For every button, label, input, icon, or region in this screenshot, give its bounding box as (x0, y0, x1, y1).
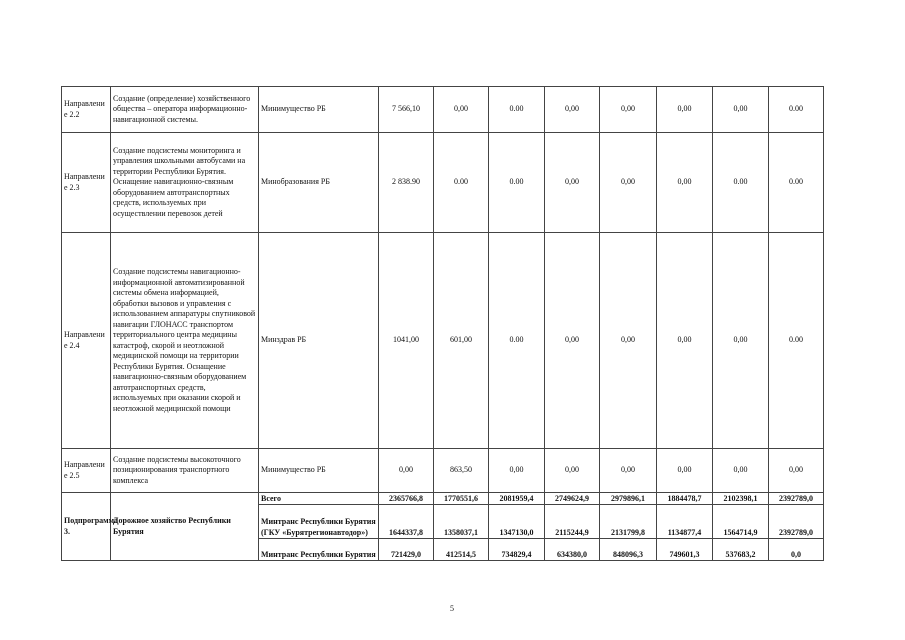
value-cell: 1770551,6 (434, 493, 489, 505)
value-cell: 0,00 (600, 233, 657, 449)
direction-cell: Направление 2.5 (62, 449, 111, 493)
value-cell: 2081959,4 (489, 493, 545, 505)
value-cell: 7 566,10 (379, 87, 434, 133)
value-cell: 2979896,1 (600, 493, 657, 505)
value-cell: 863,50 (434, 449, 489, 493)
value-cell: 412514,5 (434, 539, 489, 561)
value-cell: 734829,4 (489, 539, 545, 561)
value-cell: 1041,00 (379, 233, 434, 449)
value-cell: 0,00 (545, 133, 600, 233)
activity-name-cell: Создание подсистемы высокоточного позиционирования транспортного комплекса (111, 449, 259, 493)
value-cell: 0,00 (713, 87, 769, 133)
value-cell: 0,00 (600, 133, 657, 233)
executor-cell: Минздрав РБ (259, 233, 379, 449)
value-cell: 2131799,8 (600, 505, 657, 539)
value-cell: 601,00 (434, 233, 489, 449)
value-cell: 1347130,0 (489, 505, 545, 539)
budget-table (61, 86, 824, 561)
value-cell: 0.00 (489, 133, 545, 233)
value-cell: 0,00 (600, 449, 657, 493)
value-cell: 0,00 (657, 233, 713, 449)
executor-cell: Минимущество РБ (259, 87, 379, 133)
value-cell: 2749624,9 (545, 493, 600, 505)
page-number: 5 (450, 604, 454, 613)
activity-name-cell: Создание подсистемы навигационно-информационной автоматизированной системы обмена информацией, обработки вызовов и управления с использованием аппаратуры спутниковой навигации ГЛОНАСС транспортом территориального центра медицины катастроф, скорой и неотложной медицинской помощи на территории Республики Бурятия. Оснащение навигационно-связным оборудованием автотранспортных средств, используемых при оказании скорой и неотложной медицинской помощи (111, 233, 259, 449)
value-cell: 0.00 (434, 133, 489, 233)
subprogram-name-cell: Дорожное хозяйство Республики Бурятия (111, 493, 259, 561)
value-cell: 2 838.90 (379, 133, 434, 233)
value-cell: 0,00 (713, 233, 769, 449)
executor-cell: Минтранс Республики Бурятия (259, 539, 379, 561)
subprogram-label-cell: Подпрограмма 3. (62, 493, 111, 561)
value-cell: 2392789,0 (769, 493, 824, 505)
value-cell: 0,00 (713, 449, 769, 493)
value-cell: 0,00 (545, 87, 600, 133)
value-cell: 0.00 (489, 87, 545, 133)
value-cell: 0,00 (545, 233, 600, 449)
value-cell: 749601,3 (657, 539, 713, 561)
value-cell: 0.00 (769, 87, 824, 133)
value-cell: 0.00 (769, 233, 824, 449)
value-cell: 1564714,9 (713, 505, 769, 539)
value-cell: 0.00 (713, 133, 769, 233)
executor-cell: Минтранс Республики Бурятия (ГКУ «Бурятрегионавтодор») (259, 505, 379, 539)
table-row (62, 133, 824, 233)
value-cell: 2365766,8 (379, 493, 434, 505)
value-cell: 0,00 (545, 449, 600, 493)
value-cell: 0,00 (600, 87, 657, 133)
value-cell: 1134877,4 (657, 505, 713, 539)
value-cell: 1358037,1 (434, 505, 489, 539)
value-cell: 2102398,1 (713, 493, 769, 505)
value-cell: 2115244,9 (545, 505, 600, 539)
value-cell: 0,00 (657, 449, 713, 493)
activity-name-cell: Создание (определение) хозяйственного общества – оператора информационно-навигационной системы. (111, 87, 259, 133)
value-cell: 0,00 (434, 87, 489, 133)
direction-cell: Направление 2.3 (62, 133, 111, 233)
table-row (62, 233, 824, 449)
value-cell: 848096,3 (600, 539, 657, 561)
value-cell: 0,0 (769, 539, 824, 561)
value-cell: 537683,2 (713, 539, 769, 561)
value-cell: 0,00 (489, 449, 545, 493)
value-cell: 0.00 (769, 133, 824, 233)
value-cell: 0,00 (657, 133, 713, 233)
value-cell: 721429,0 (379, 539, 434, 561)
executor-cell: Минимущество РБ (259, 449, 379, 493)
executor-cell: Минобразования РБ (259, 133, 379, 233)
direction-cell: Направление 2.2 (62, 87, 111, 133)
table-row (62, 87, 824, 133)
value-cell: 1644337,8 (379, 505, 434, 539)
value-cell: 1884478,7 (657, 493, 713, 505)
value-cell: 2392789,0 (769, 505, 824, 539)
value-cell: 634380,0 (545, 539, 600, 561)
table-row (62, 449, 824, 493)
value-cell: 0.00 (489, 233, 545, 449)
subprogram-total-row (62, 493, 824, 505)
activity-name-cell: Создание подсистемы мониторинга и управления школьными автобусами на территории Республики Бурятия. Оснащение навигационно-связным оборудованием автотранспортных средств, используемых при осуществлении перевозок детей (111, 133, 259, 233)
value-cell: 0,00 (769, 449, 824, 493)
value-cell: 0,00 (379, 449, 434, 493)
value-cell: 0,00 (657, 87, 713, 133)
direction-cell: Направление 2.4 (62, 233, 111, 449)
executor-cell: Всего (259, 493, 379, 505)
